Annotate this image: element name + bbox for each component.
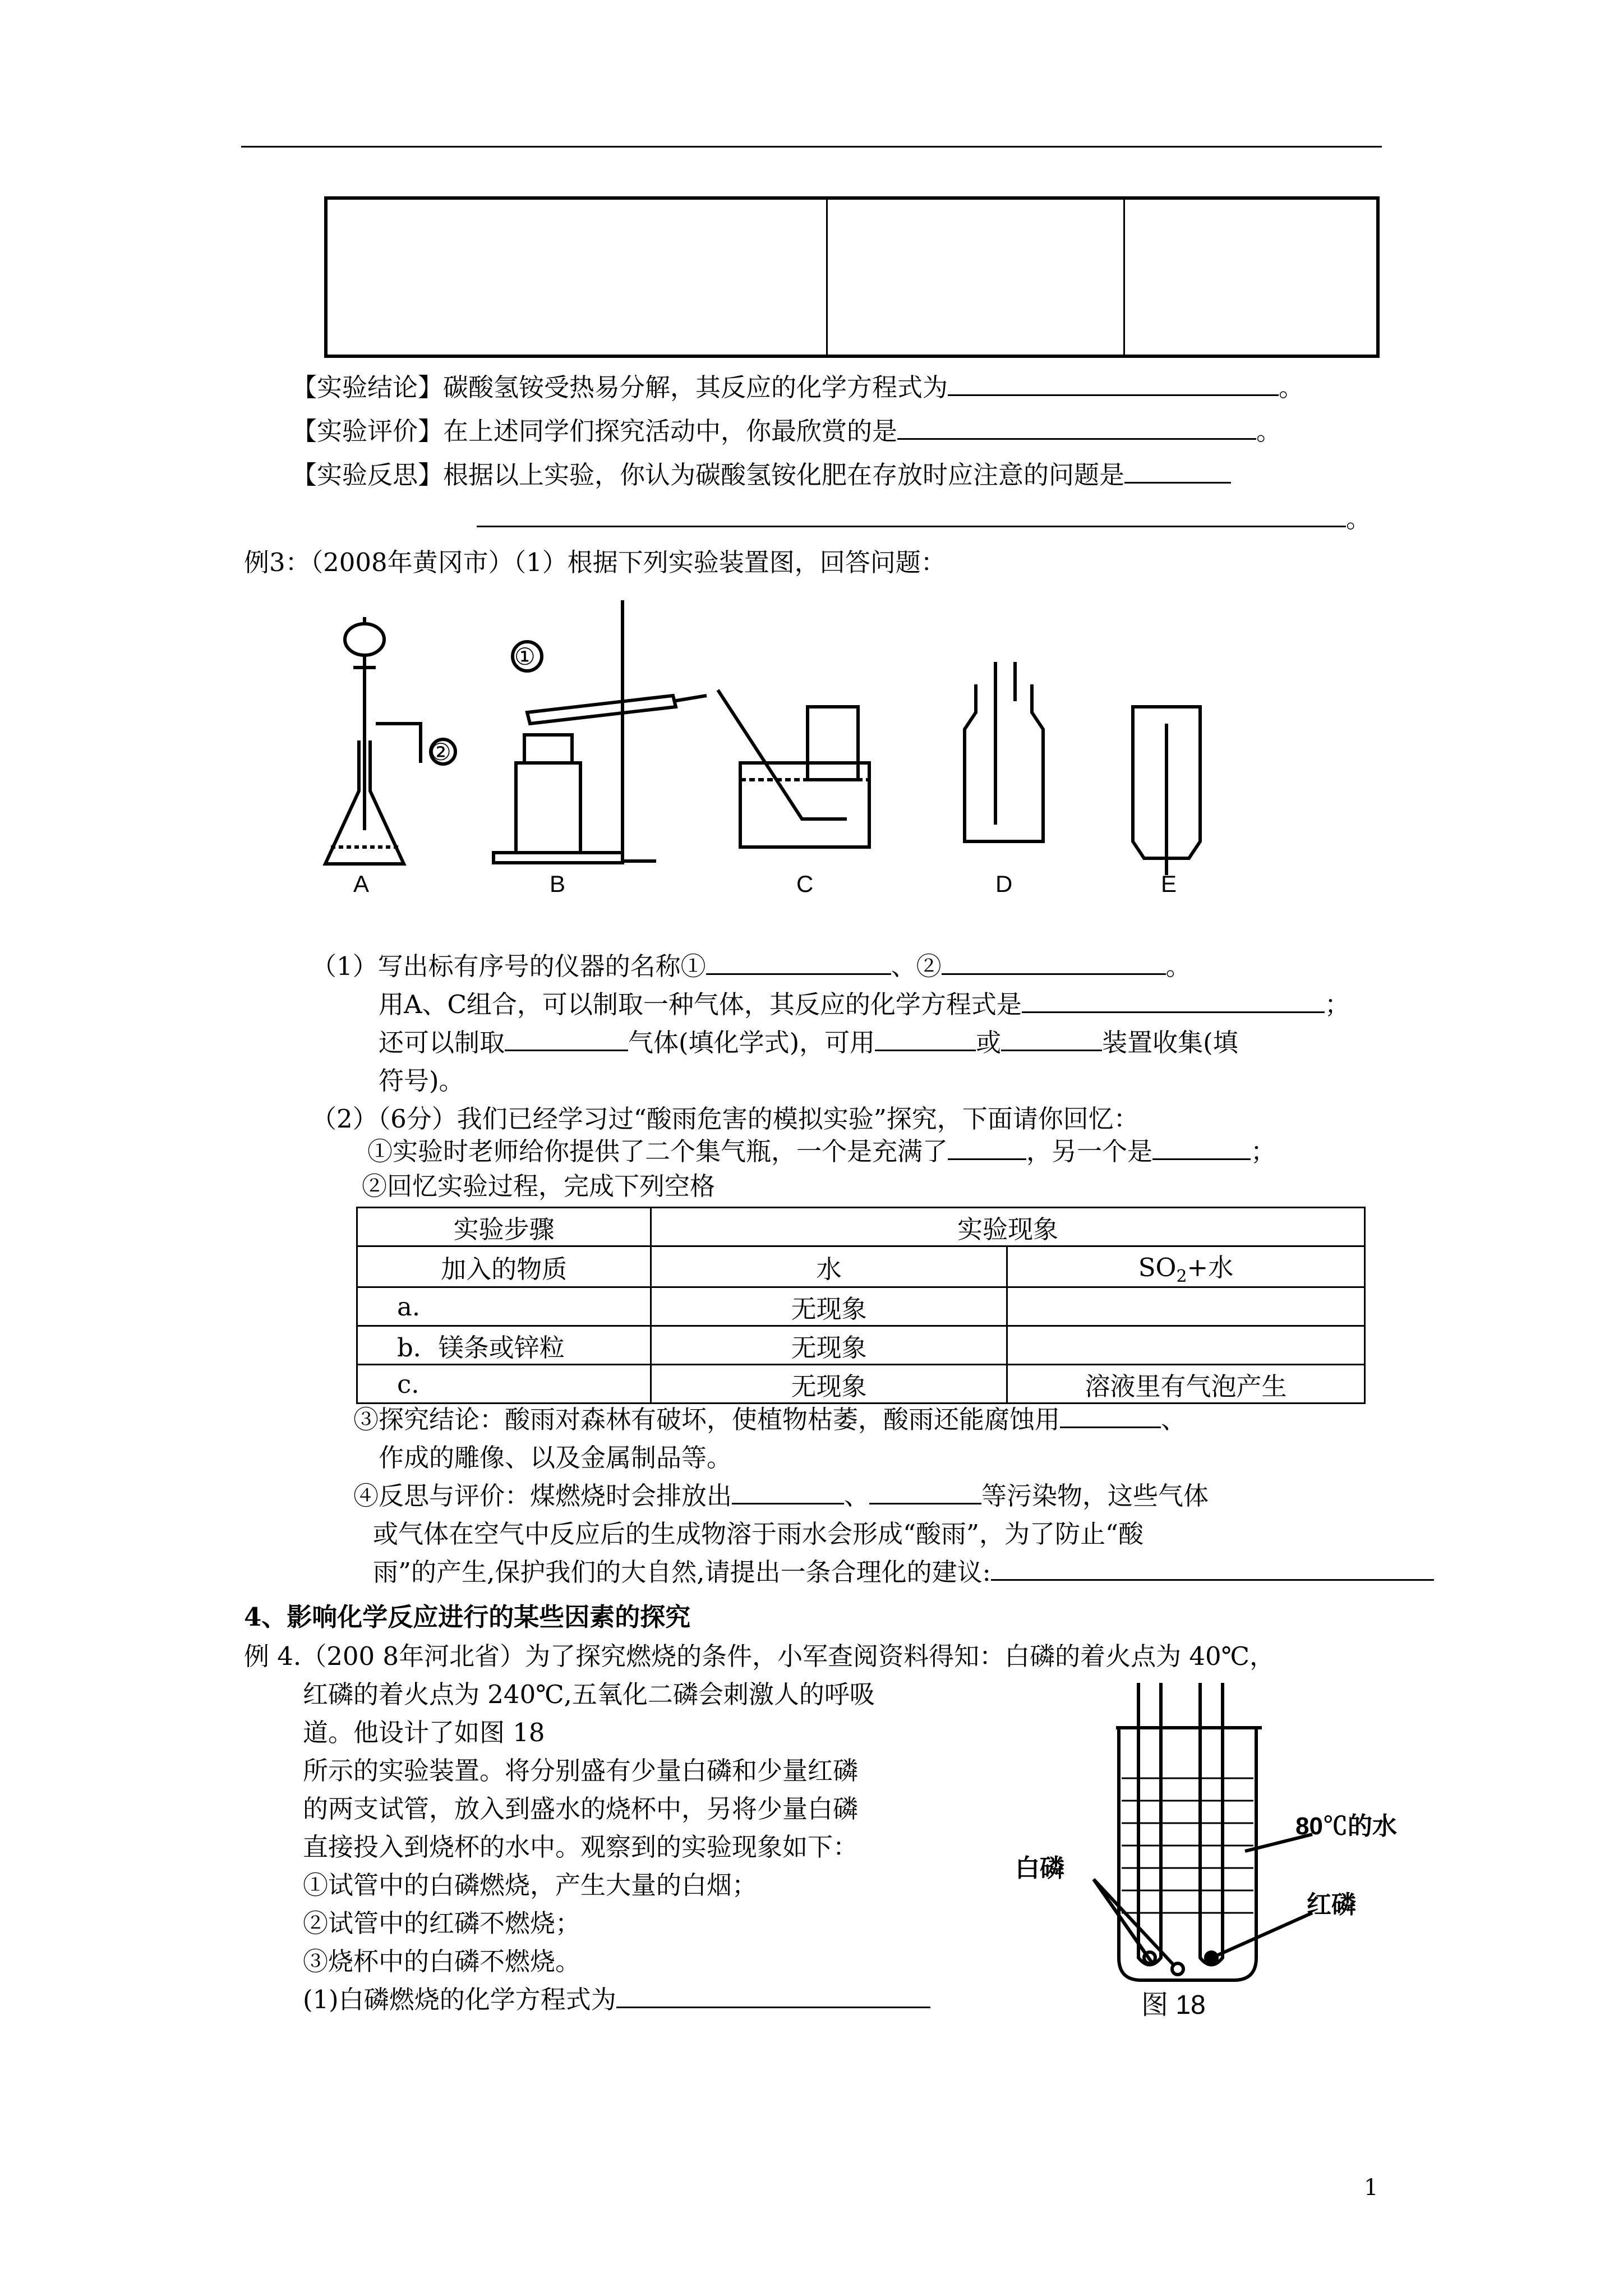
pollutant-2-blank[interactable] — [869, 1502, 981, 1504]
q1-line3: 还可以制取 气体(填化学式)，可用 或 装置收集(填 — [379, 1028, 1238, 1057]
conclusion-text: 碳酸氢铵受热易分解，其反应的化学方程式为 — [443, 372, 948, 402]
example4-line2: 红磷的着火点为 240℃,五氧化二磷会刺激人的呼吸 — [303, 1680, 875, 1709]
example4-line1: 例 4.（200 8年河北省）为了探究燃烧的条件，小军查阅资料得知：白磷的着火点为 40℃， — [244, 1641, 1275, 1671]
example4-q1: (1)白磷燃烧的化学方程式为 — [303, 1987, 930, 2012]
example3-heading: 例3：（2008年黄冈市）（1）根据下列实验装置图，回答问题： — [244, 547, 946, 577]
instrument-2-blank[interactable] — [942, 973, 1166, 975]
q2-item3b: 作成的雕像、以及金属制品等。 — [379, 1443, 732, 1473]
q1-line2: 用A、C组合，可以制取一种气体，其反应的化学方程式是 ； — [379, 990, 1350, 1019]
q2-item1: ①实验时老师给你提供了二个集气瓶，一个是充满了 ，另一个是 ； — [367, 1137, 1276, 1166]
conclusion-blank[interactable] — [948, 394, 1279, 396]
page-number: 1 — [1364, 2175, 1378, 2201]
phosphorus-equation-blank[interactable] — [616, 2006, 930, 2008]
table-row: c. 无现象 溶液里有气泡产生 — [357, 1365, 1365, 1404]
answer-cell[interactable] — [1007, 1326, 1364, 1365]
corrode-blank[interactable] — [1060, 1426, 1161, 1428]
gas-formula-blank[interactable] — [505, 1049, 628, 1051]
reflection-blank-2[interactable] — [477, 525, 1346, 527]
example4-line3: 道。他设计了如图 18 — [303, 1718, 545, 1747]
q2-item2: ②回忆实验过程，完成下列空格 — [362, 1171, 716, 1201]
evaluation-line: 【实验评价】在上述同学们探究活动中，你最欣赏的是 。 — [292, 416, 1282, 446]
header-phenomenon: 实验现象 — [651, 1208, 1365, 1246]
reflection-blank-1[interactable] — [1124, 481, 1231, 484]
bottle1-blank[interactable] — [948, 1158, 1026, 1160]
label-e: E — [1161, 871, 1177, 897]
example4-line6: 直接投入到烧杯的水中。观察到的实验现象如下： — [303, 1832, 859, 1862]
suggestion-blank[interactable] — [991, 1579, 1434, 1581]
conclusion-label: 【实验结论】 — [292, 372, 444, 402]
apparatus-c — [718, 690, 869, 847]
label-a: A — [353, 871, 370, 897]
evaluation-blank[interactable] — [897, 438, 1256, 440]
q2-item4d: 雨”的产生,保护我们的大自然,请提出一条合理化的建议: — [373, 1559, 1434, 1585]
evaluation-label: 【实验评价】 — [292, 416, 444, 446]
observation-2: ②试管中的红磷不燃烧； — [303, 1908, 581, 1938]
q2-line1: （2）（6分）我们已经学习过“酸雨危害的模拟实验”探究，下面请你回忆： — [311, 1104, 1139, 1134]
marker-1: ① — [514, 643, 536, 670]
table-row: a. 无现象 — [357, 1287, 1365, 1326]
apparatus-e — [1133, 707, 1200, 875]
instrument-1-blank[interactable] — [706, 973, 891, 975]
header-rule — [241, 146, 1382, 148]
example4-line4: 所示的实验装置。将分别盛有少量白磷和少量红磷 — [303, 1756, 859, 1786]
observation-1: ①试管中的白磷燃烧，产生大量的白烟； — [303, 1870, 758, 1900]
marker-2: ② — [430, 739, 451, 765]
header-substance: 加入的物质 — [357, 1246, 651, 1287]
label-d: D — [995, 871, 1013, 897]
reflection-text: 根据以上实验，你认为碳酸氢铵化肥在存放时应注意的问题是 — [443, 460, 1125, 490]
apparatus-b — [431, 600, 707, 863]
reflection-line — [292, 460, 1231, 490]
conclusion-line: 【实验结论】碳酸氢铵受热易分解，其反应的化学方程式为 。 — [292, 372, 1304, 402]
evaluation-text: 在上述同学们探究活动中，你最欣赏的是 — [443, 416, 898, 446]
apparatus-d — [965, 662, 1043, 841]
red-phosphorus-label: 红磷 — [1307, 1891, 1356, 1918]
device-blank-2[interactable] — [1001, 1049, 1102, 1051]
q1-line4: 符号)。 — [379, 1066, 464, 1096]
label-c: C — [796, 871, 814, 897]
label-b: B — [550, 871, 566, 897]
header-water: 水 — [651, 1246, 1007, 1287]
bottle2-blank[interactable] — [1152, 1158, 1251, 1160]
section4-heading: 4、影响化学反应进行的某些因素的探究 — [244, 1602, 691, 1632]
example4-line5: 的两支试管，放入到盛水的烧杯中，另将少量白磷 — [303, 1794, 859, 1824]
answer-cell[interactable] — [1007, 1287, 1364, 1326]
reflection-label: 【实验反思】 — [292, 460, 444, 490]
header-so2-water: $SO_2+$水 — [1007, 1246, 1364, 1287]
observation-3: ③烧杯中的白磷不燃烧。 — [303, 1947, 581, 1976]
figure-caption: 图 18 — [1141, 1990, 1206, 2020]
water-label: 80℃的水 — [1295, 1812, 1397, 1840]
apparatus-a — [325, 617, 421, 864]
figure-18 — [998, 1666, 1424, 2031]
reflection-line-2: 。 — [477, 506, 1371, 531]
acid-rain-table — [356, 1207, 1366, 1404]
top-table — [324, 196, 1380, 358]
apparatus-figure — [314, 583, 1234, 898]
equation-blank[interactable] — [1022, 1011, 1325, 1013]
device-blank-1[interactable] — [875, 1049, 976, 1051]
header-step: 实验步骤 — [357, 1208, 651, 1246]
pollutant-1-blank[interactable] — [732, 1502, 844, 1504]
q2-item4: ④反思与评价：煤燃烧时会排放出 、 等污染物，这些气体 — [353, 1481, 1209, 1511]
white-phosphorus-label: 白磷 — [1015, 1855, 1064, 1882]
table-row: b．镁条或锌粒 无现象 — [357, 1326, 1365, 1365]
q2-item3: ③探究结论：酸雨对森林有破坏，使植物枯萎，酸雨还能腐蚀用 、 — [353, 1405, 1187, 1434]
q2-item4c: 或气体在空气中反应后的生成物溶于雨水会形成“酸雨”，为了防止“酸 — [373, 1519, 1144, 1549]
q1-line1: （1）写出标有序号的仪器的名称① 、② 。 — [311, 951, 1191, 981]
